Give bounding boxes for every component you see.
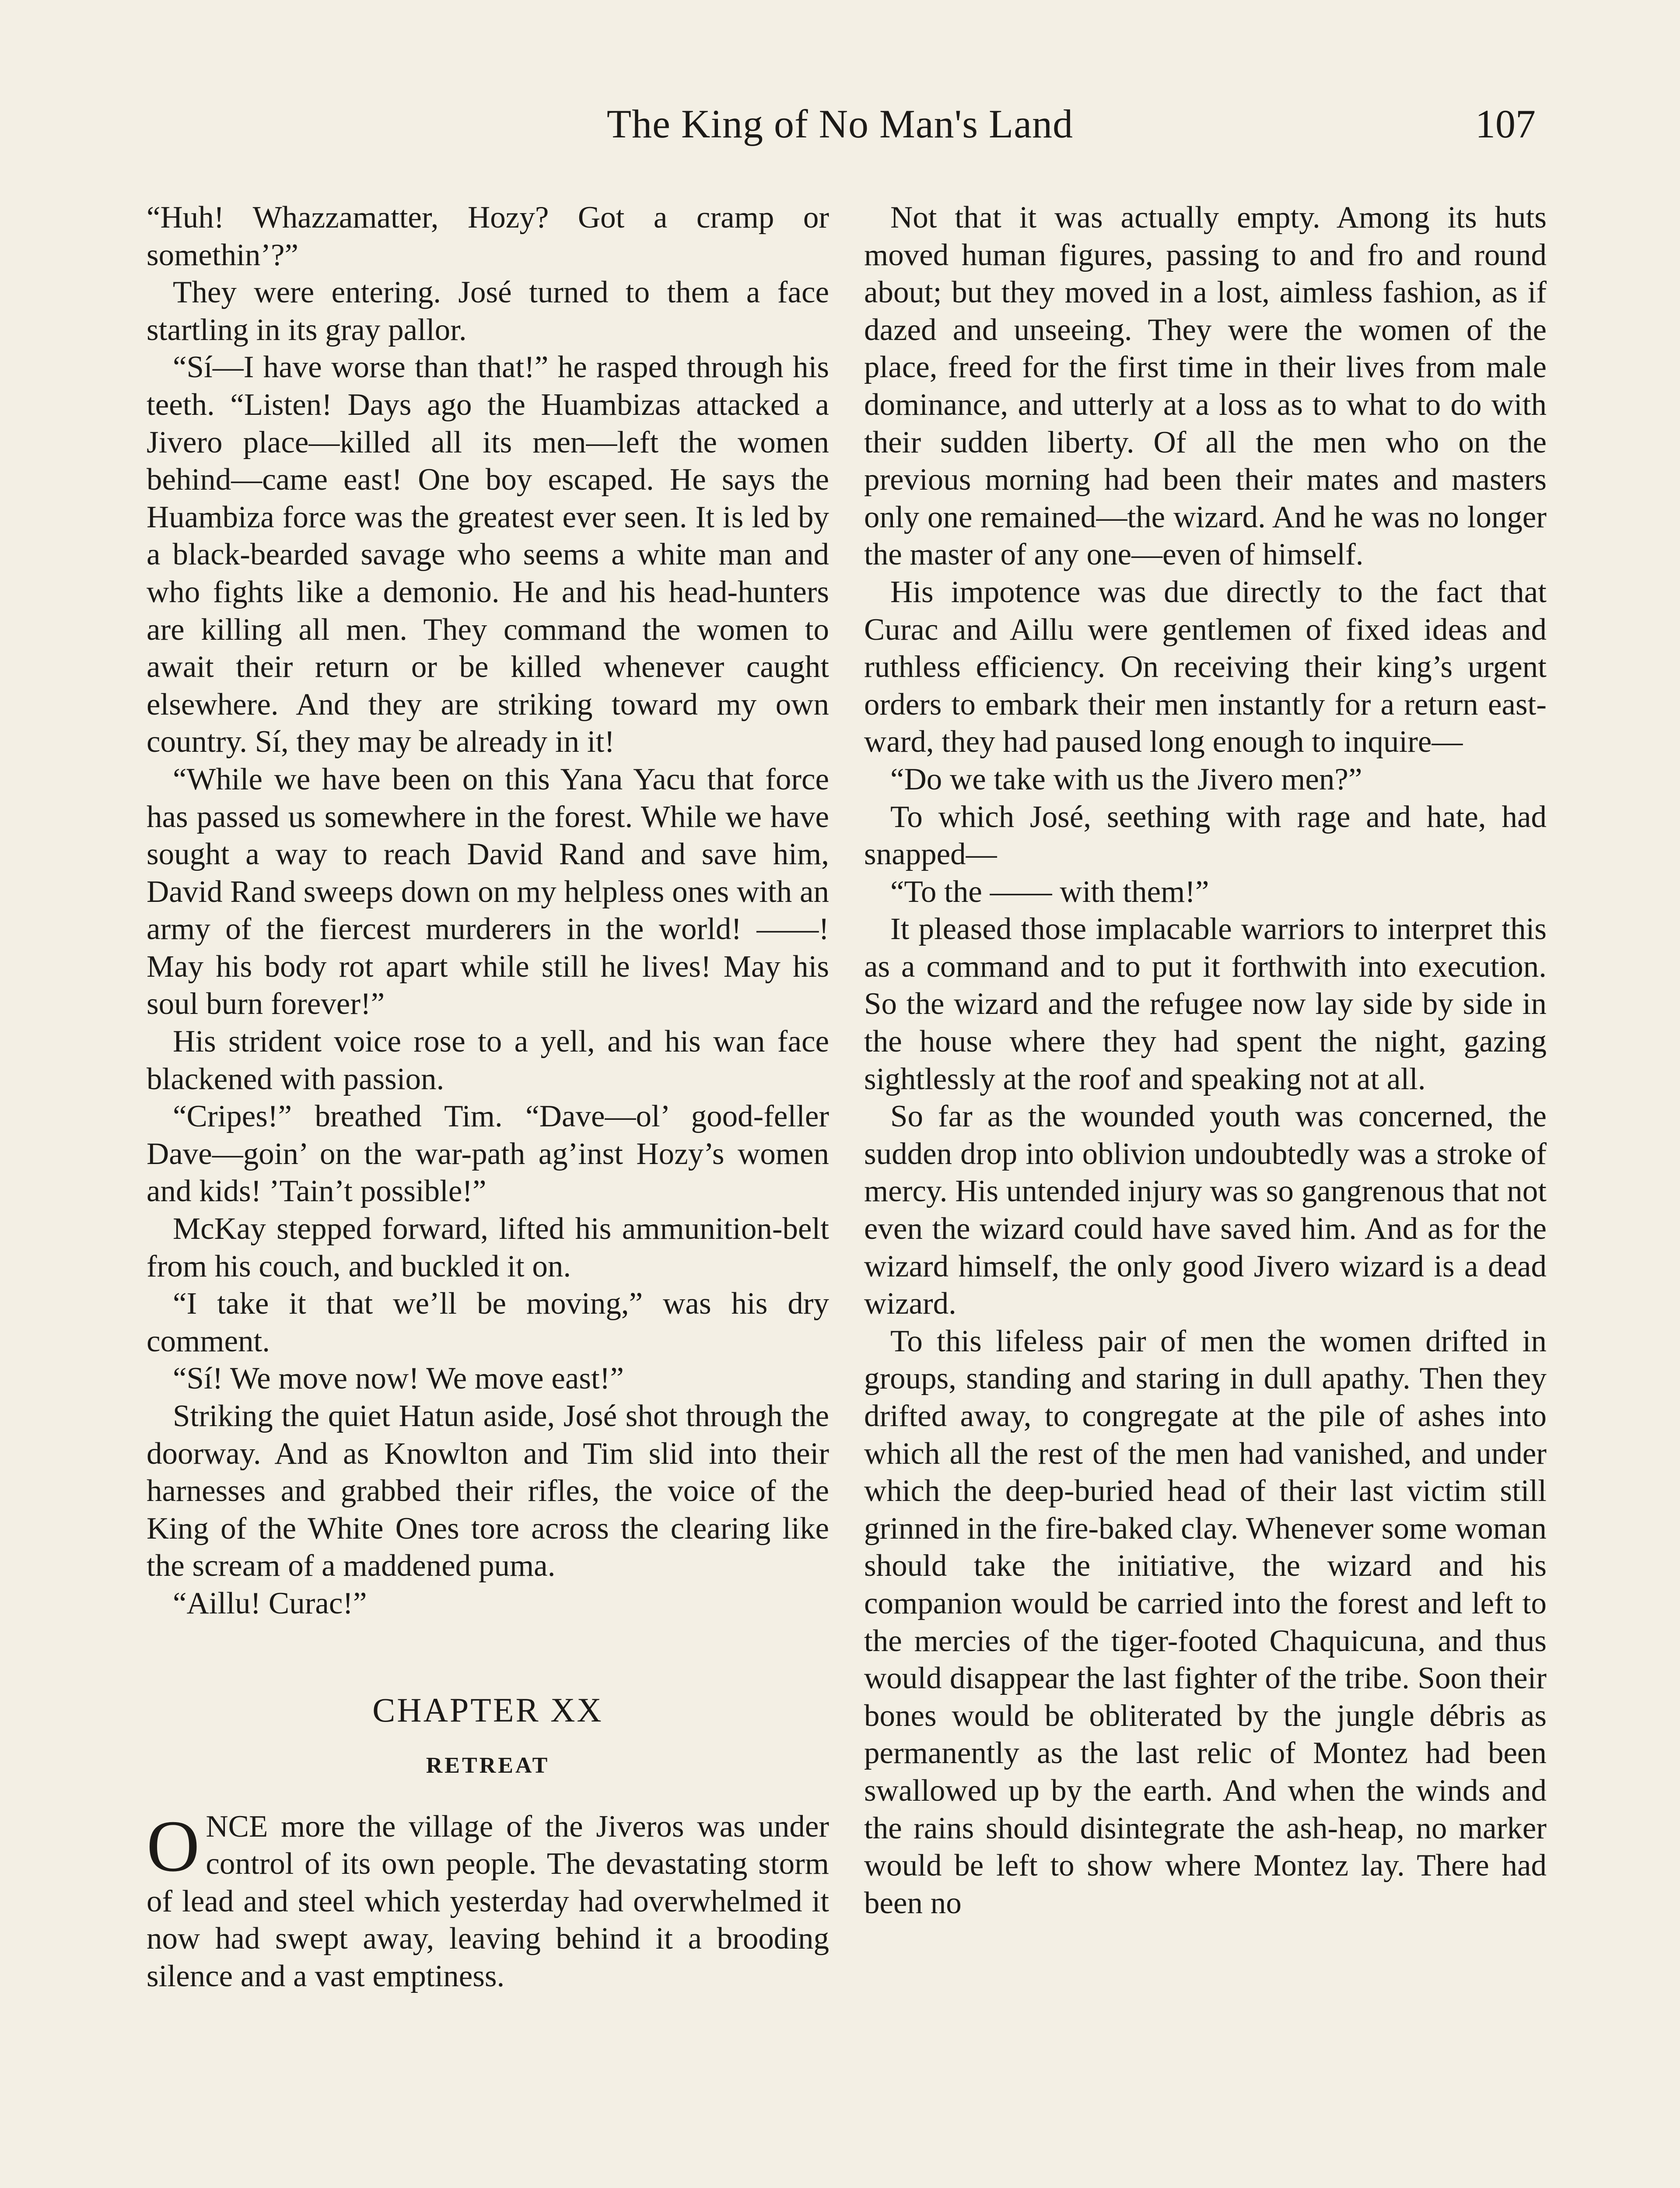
paragraph: To which José, seething with rage and hate, had snapped— xyxy=(864,799,1547,872)
right-column xyxy=(864,199,1547,2188)
left-column xyxy=(147,199,829,2188)
paragraph: It pleased those implacable warriors to interpret this as a command and to put it forthwith into execution. So the wizard and the refugee now lay side by side in the house where they had spent the night, gazing sightlessly at the roof and speaking not at all. xyxy=(864,912,1547,1096)
paragraph: Not that it was actually empty. Among its huts moved human figures, passing to and fro and round about; but they moved in a lost, aimless fashion, as if dazed and unseeing. They were the women of the place, freed for the first time in their lives from male dominance, and utterly at a loss as to what to do with their sudden liberty. Of all the men who on the previous morning had been their mates and masters only one remained—the wizard. And he was no longer the master of any one—even of himself. xyxy=(864,200,1547,572)
paragraph: So far as the wounded youth was concerned, the sudden drop into oblivion undoubtedly was a stroke of mercy. His untended injury was so gangrenous that not even the wizard could have saved him. And as for the wizard himself, the only good Jivero wizard is a dead wizard. xyxy=(864,1099,1547,1321)
paragraph: “Huh! Whazzamatter, Hozy? Got a cramp or somethin’?” xyxy=(147,200,829,272)
chapter-heading: CHAPTER XX xyxy=(372,1690,603,1729)
paragraph: “Aillu! Curac!” xyxy=(173,1586,367,1620)
running-title: The King of No Man's Land xyxy=(606,102,1074,146)
paragraph: His strident voice rose to a yell, and his wan face blackened with passion. xyxy=(147,1024,829,1096)
paragraph: His impotence was due directly to the fact that Curac and Aillu were gentlemen of fixed ideas and ruthless efficiency. On receiving their king’s urgent orders to embark their men instantly for a return eastward, they had paused long enough to inquire— xyxy=(864,575,1547,759)
chapter-opening-text: NCE more the village of the Jiveros was under control of its own people. The devastating storm of lead and steel which yesterday had overwhelmed it now had swept away, leaving behind it a brooding silence and a vast emptiness. xyxy=(147,1809,829,1993)
paragraph: “While we have been on this Yana Yacu that force has passed us somewhere in the forest. While we have sought a way to reach David Rand and save him, David Rand sweeps down on my helpless ones with an army of the fiercest murderers in the world! ——! May his body rot apart while still he lives! May his soul burn forever!” xyxy=(147,762,829,1021)
paragraph: They were entering. José turned to them a face startling in its gray pallor. xyxy=(147,275,829,347)
paragraph: “Cripes!” breathed Tim. “Dave—ol’ good-feller Dave—goin’ on the war-path ag’inst Hozy’s women and kids! ’Tain’t possible!” xyxy=(147,1099,829,1209)
running-header xyxy=(144,101,1536,162)
paragraph: To this lifeless pair of men the women drifted in groups, standing and staring in dull apathy. Then they drifted away, to congregate at the pile of ashes into which all the rest of the men had vanished, and under which the deep-buried head of their last victim still grinned in the fire-baked clay. Whenever some woman should take the initiative, the wizard and his companion would be carried into the forest and left to the mercies of the tiger-footed Chaquicuna, and thus would disappear the last fighter of the tribe. Soon their bones would be obliterated by the jungle débris as permanently as the last relic of Montez had been swallowed up by the earth. And when the winds and the rains should disintegrate the ash-heap, no marker would be left to show where Montez lay. There had been no xyxy=(864,1324,1547,1920)
page-number: 107 xyxy=(1475,102,1536,146)
paragraph: “Do we take with us the Jivero men?” xyxy=(890,762,1362,796)
paragraph: Striking the quiet Hatun aside, José shot through the doorway. And as Knowlton and Tim slid into their harnesses and grabbed their rifles, the voice of the King of the White Ones tore across the clearing like the scream of a maddened puma. xyxy=(147,1399,829,1583)
paragraph: “To the —— with them!” xyxy=(890,874,1209,909)
paragraph: “I take it that we’ll be moving,” was his dry comment. xyxy=(147,1287,829,1358)
paragraph: “Sí! We move now! We move east!” xyxy=(173,1361,624,1396)
paragraph: “Sí—I have worse than that!” he rasped through his teeth. “Listen! Days ago the Huambizas attacked a Jivero place—killed all its men—left the women behind—came east! One boy escaped. He says the Huambiza force was the greatest ever seen. It is led by a black-bearded savage who seems a white man and who fights like a demonio. He and his head-hunters are killing all men. They command the women to await their return or be killed whenever caught elsewhere. And they are striking toward my own country. Sí, they may be already in it! xyxy=(147,350,829,759)
chapter-opening-paragraph xyxy=(147,1805,829,1995)
drop-cap: O xyxy=(147,1805,200,1887)
paragraph: McKay stepped forward, lifted his ammunition-belt from his couch, and buckled it on. xyxy=(147,1212,829,1283)
chapter-subtitle: RETREAT xyxy=(426,1753,550,1778)
